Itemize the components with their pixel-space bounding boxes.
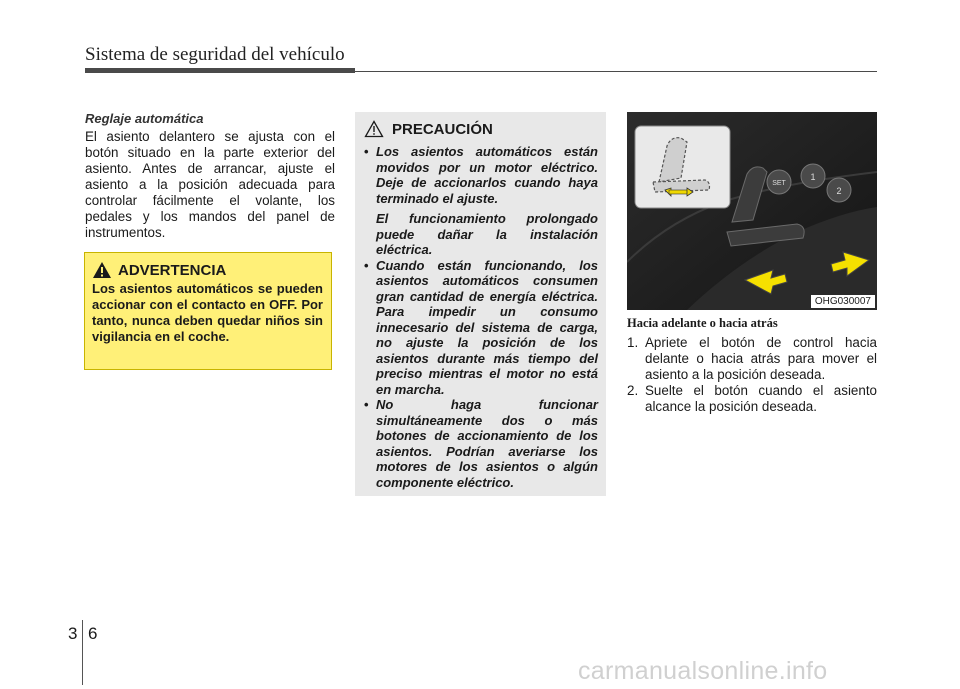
step-item: 1. Apriete el botón de control hacia delante o hacia atrás para mover el asiento a la posición deseada.	[627, 335, 877, 382]
subheading: Reglaje automática	[85, 111, 204, 126]
page-header-title: Sistema de seguridad del vehículo	[85, 44, 345, 65]
button-label-1: 1	[810, 172, 816, 182]
intro-paragraph: El asiento delantero se ajusta con el botón situado en la parte exterior del asiento. Antes de arrancar, ajuste el asiento a la posición adecuada para controlar fácilmente el volante, los pedales y los mandos del panel de instrumentos.	[85, 129, 335, 240]
watermark: carmanualsonline.info	[578, 657, 828, 685]
footer-divider	[82, 620, 83, 685]
warning-triangle-icon	[92, 261, 112, 279]
seat-control-figure	[627, 112, 877, 310]
caution-item: • Los asientos automáticos están movidos por un motor eléctrico. Deje de accionarlos cuando haya terminado el ajuste. El funcionamiento prolongado puede dañar la instalación eléctrica.	[364, 144, 598, 257]
warning-text: Los asientos automáticos se pueden accionar con el contacto en OFF. Por tanto, nunca deben quedar niños sin vigilancia en el coche.	[92, 281, 323, 344]
button-label-2: 2	[836, 186, 842, 196]
caution-item: • No haga funcionar simultáneamente dos o más botones de accionamiento de los asientos. Podrían averiarse los motores de los asientos o algún componente eléctrico.	[364, 397, 598, 490]
figure-code: OHG030007	[811, 295, 875, 308]
warning-title: ADVERTENCIA	[118, 261, 227, 279]
caution-title: PRECAUCIÓN	[392, 120, 493, 138]
warning-box	[84, 252, 332, 370]
caution-box	[355, 112, 606, 496]
page-number: 6	[88, 624, 98, 643]
section-heading: Hacia adelante o hacia atrás	[627, 316, 778, 330]
header-bar	[85, 68, 355, 73]
chapter-number: 3	[68, 624, 78, 643]
seat-control-illustration	[627, 112, 877, 310]
steps-list	[627, 335, 877, 415]
caution-triangle-icon	[364, 120, 384, 138]
left-column	[85, 111, 335, 241]
caution-item: • Cuando están funcionando, los asientos automáticos consumen gran cantidad de energía eléctrica. Para impedir un consumo innecesario del sistema de carga, no ajuste la posición de los asientos durante más tiempo del preciso mientras el motor no está en marcha.	[364, 257, 598, 397]
header-rule	[355, 71, 877, 72]
button-label-set: SET	[772, 180, 786, 187]
right-column	[627, 316, 877, 415]
step-item: 2. Suelte el botón cuando el asiento alcance la posición deseada.	[627, 383, 877, 414]
caution-list	[364, 144, 598, 490]
